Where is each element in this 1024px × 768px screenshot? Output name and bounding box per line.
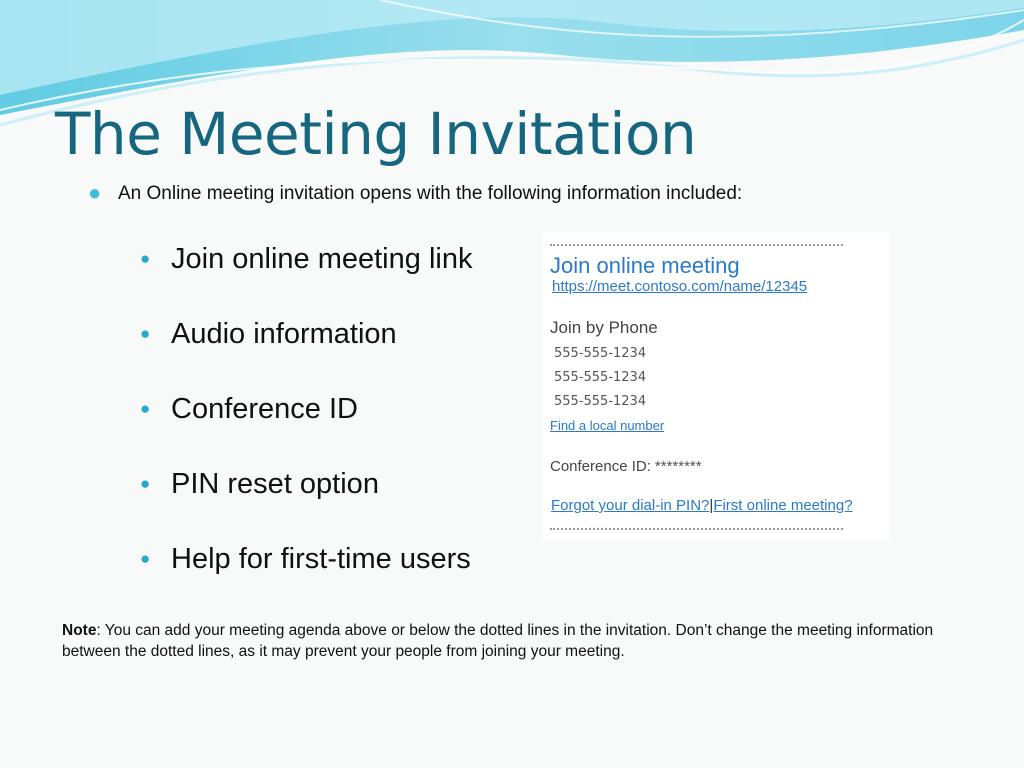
bullet-icon: ●	[140, 549, 151, 568]
link-separator: |	[709, 497, 714, 514]
phone-number: 555-555-1234	[554, 394, 647, 409]
dotted-separator-bottom	[550, 528, 843, 530]
bullet-icon: ●	[140, 249, 151, 268]
conference-id-label: Conference ID:	[550, 458, 651, 475]
intro-text: An Online meeting invitation opens with the following information included:	[118, 183, 743, 204]
bullet-icon: ●	[140, 324, 151, 343]
invitation-footer-links	[551, 497, 853, 514]
slide-title: The Meeting Invitation	[55, 100, 697, 168]
phone-number: 555-555-1234	[554, 370, 647, 385]
bullet-icon: ●	[140, 474, 151, 493]
bullet-icon: ●	[88, 180, 102, 205]
note-text: : You can add your meeting agenda above or below the dotted lines in the invitation. Don’t change the meeting information between the dotted lines, as it may prevent your people from joining your meeting.	[62, 622, 934, 660]
join-online-meeting-link[interactable]: Join online meeting	[550, 253, 740, 278]
dotted-separator-top	[550, 244, 843, 246]
forgot-pin-link[interactable]: Forgot your dial-in PIN?	[551, 497, 710, 514]
list-item: ● PIN reset option	[140, 465, 472, 540]
phone-number: 555-555-1234	[554, 346, 647, 361]
list-item: ● Audio information	[140, 315, 472, 390]
note-label: Note	[62, 622, 97, 639]
meeting-invitation-panel	[542, 232, 890, 540]
note-paragraph	[62, 620, 942, 662]
join-by-phone-heading: Join by Phone	[550, 318, 658, 337]
list-item: ● Conference ID	[140, 390, 472, 465]
bullet-icon: ●	[140, 399, 151, 418]
conference-id	[550, 458, 702, 475]
list-item: ● Help for first-time users	[140, 540, 472, 615]
meeting-url-link[interactable]: https://meet.contoso.com/name/12345	[552, 278, 808, 295]
feature-list	[140, 240, 472, 615]
find-local-number-link[interactable]: Find a local number	[550, 418, 665, 433]
first-online-meeting-link[interactable]: First online meeting?	[713, 497, 853, 514]
conference-id-value: ********	[654, 458, 702, 475]
list-item: ● Join online meeting link	[140, 240, 472, 315]
